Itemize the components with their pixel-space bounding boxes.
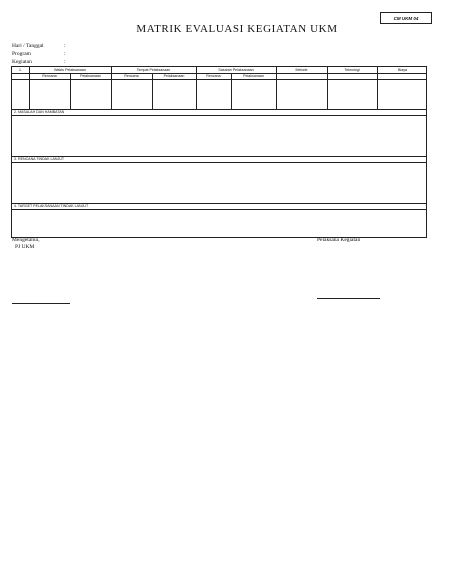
meta-row-kegiatan — [12, 58, 132, 66]
meta-colon: : — [64, 59, 66, 65]
subheader-rencana: Rencana — [42, 74, 57, 78]
row-divider — [12, 209, 426, 210]
page-title: MATRIK EVALUASI KEGIATAN UKM — [136, 23, 338, 35]
header-sasaran: Sasaran Pelaksanaan — [218, 68, 254, 72]
row-divider — [12, 109, 426, 110]
header-metode: Metode — [295, 68, 308, 72]
signature-right-caption: Pelaksana Kegiatan — [317, 237, 361, 243]
col-divider — [327, 67, 328, 109]
meta-row-hari — [12, 42, 132, 50]
signature-left — [12, 237, 40, 251]
row-divider — [12, 79, 426, 80]
subheader-rencana: Rencana — [206, 74, 221, 78]
row-divider — [12, 156, 426, 157]
subheader-rencana: Rencana — [124, 74, 139, 78]
meta-row-program — [12, 50, 132, 58]
header-no: 1. — [19, 68, 22, 72]
meta-fields — [12, 42, 132, 66]
col-divider — [276, 67, 277, 109]
section-masalah: 2. MASALAH DAN HAMBATAN — [14, 110, 65, 114]
subheader-pelaksanaan: Pelaksanaan — [163, 74, 185, 78]
row-divider — [12, 162, 426, 163]
meta-label-program: Program — [12, 51, 31, 57]
form-code: CM UKM 04 — [393, 15, 419, 21]
signature-right — [317, 237, 360, 244]
meta-colon: : — [64, 51, 66, 57]
header-biaya: Biaya — [398, 68, 407, 72]
subheader-pelaksanaan: Pelaksanaan — [243, 74, 264, 78]
signature-right-line — [317, 298, 380, 299]
col-divider — [377, 67, 378, 109]
meta-colon: : — [64, 43, 66, 49]
section-rencana: 3. RENCANA TINDAK LANJUT — [14, 157, 65, 161]
meta-label-kegiatan: Kegiatan — [12, 59, 32, 65]
section-target: 4. TARGET PELAKSANAAN TINDAK LANJUT — [14, 204, 89, 208]
signature-left-caption: Mengetahui, — [12, 237, 40, 243]
header-waktu: Waktu Pelaksanaan — [54, 68, 86, 72]
signature-left-role: PJ UKM — [15, 244, 35, 250]
signature-left-line — [12, 303, 70, 304]
row-divider — [12, 115, 426, 116]
meta-label-hari: Hari / Tanggal — [12, 43, 44, 49]
header-teknologi: Teknologi — [344, 68, 360, 72]
evaluation-table — [11, 66, 427, 238]
subheader-pelaksanaan: Pelaksanaan — [80, 74, 101, 78]
header-tempat: Tempat Pelaksanaan — [136, 68, 171, 72]
